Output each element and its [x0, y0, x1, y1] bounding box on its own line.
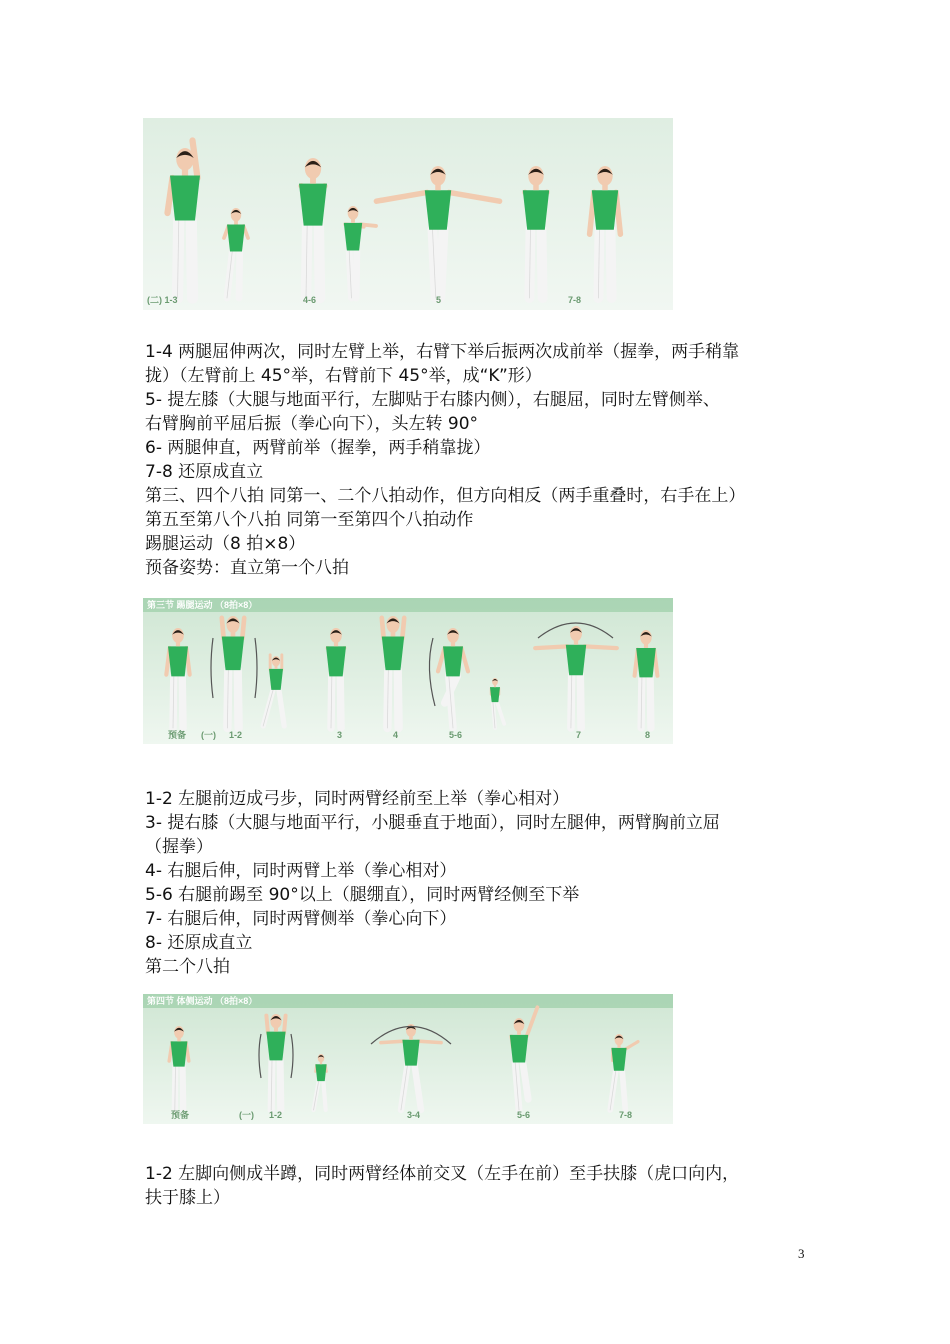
text-line: 第五至第八个八拍 同第一至第四个八拍动作 [145, 510, 474, 530]
text-line: 踢腿运动（8 拍×8） [145, 534, 306, 554]
figure-2-header: 第三节 踢腿运动 （8拍×8） [147, 600, 258, 610]
figure-1-label-2: 4-6 [303, 295, 317, 305]
exercise-figure-1 [143, 118, 673, 310]
figure-2-label: 3 [337, 730, 343, 740]
figure-3-label: 预备 [171, 1110, 190, 1120]
text-line: 1-4 两腿屈伸两次，同时左臂上举，右臂下举后振两次成前举（握拳，两手稍靠 [145, 342, 740, 362]
text-line: 第二个八拍 [145, 957, 230, 977]
text-block-1 [145, 340, 815, 580]
text-block-3 [145, 1162, 815, 1210]
exercise-figure-2 [143, 598, 673, 744]
text-line: 5-6 右腿前踢至 90°以上（腿绷直），同时两臂经侧至下举 [145, 885, 580, 905]
text-line: 拢）（左臂前上 45°举，右臂前下 45°举，成“K”形） [145, 366, 542, 386]
figure-1-label-1: (二) 1-3 [147, 295, 178, 305]
figure-3-label: 1-2 [269, 1110, 283, 1120]
text-line: 1-2 左腿前迈成弓步，同时两臂经前至上举（拳心相对） [145, 789, 570, 809]
figure-2-label: 1-2 [229, 730, 243, 740]
figure-2-illustration [143, 598, 673, 744]
figure-3-label: 3-4 [407, 1110, 421, 1120]
text-line: 第三、四个八拍 同第一、二个八拍动作，但方向相反（两手重叠时，右手在上） [145, 486, 746, 506]
text-line: 右臂胸前平屈后振（拳心向下），头左转 90° [145, 414, 479, 434]
figure-1-label-4: 7-8 [568, 295, 582, 305]
figure-2-label: 4 [393, 730, 399, 740]
text-line: 7- 右腿后伸，同时两臂侧举（拳心向下） [145, 909, 457, 929]
figure-3-header: 第四节 体侧运动 （8拍×8） [147, 996, 258, 1006]
text-line: 1-2 左脚向侧成半蹲，同时两臂经体前交叉（左手在前）至手扶膝（虎口向内， [145, 1164, 740, 1184]
text-line: 7-8 还原成直立 [145, 462, 264, 482]
figure-2-label: 8 [645, 730, 651, 740]
text-line: 3- 提右膝（大腿与地面平行，小腿垂直于地面），同时左腿伸，两臂胸前立屈 [145, 813, 720, 833]
figure-2-label: (一) [201, 730, 216, 740]
figure-2-label: 预备 [168, 730, 187, 740]
figure-2-label: 5-6 [449, 730, 463, 740]
figure-3-label: 7-8 [619, 1110, 633, 1120]
text-line: 扶于膝上） [145, 1188, 230, 1208]
figure-1-illustration [143, 118, 673, 310]
exercise-figure-3 [143, 994, 673, 1124]
text-line: 8- 还原成直立 [145, 933, 253, 953]
text-line: 6- 两腿伸直，两臂前举（握拳，两手稍靠拢） [145, 438, 491, 458]
figure-3-illustration [143, 994, 673, 1124]
text-line: 5- 提左膝（大腿与地面平行，左脚贴于右膝内侧），右腿屈，同时左臂侧举、 [145, 390, 720, 410]
text-block-2 [145, 787, 815, 979]
figure-3-label: (一) [239, 1110, 254, 1120]
text-line: （握拳） [145, 837, 213, 857]
figure-3-label: 5-6 [517, 1110, 531, 1120]
text-line: 预备姿势：直立第一个八拍 [145, 558, 349, 578]
figure-1-label-3: 5 [436, 295, 442, 305]
text-line: 4- 右腿后伸，同时两臂上举（拳心相对） [145, 861, 457, 881]
page-number: 3 [798, 1246, 805, 1261]
figure-2-label: 7 [576, 730, 582, 740]
